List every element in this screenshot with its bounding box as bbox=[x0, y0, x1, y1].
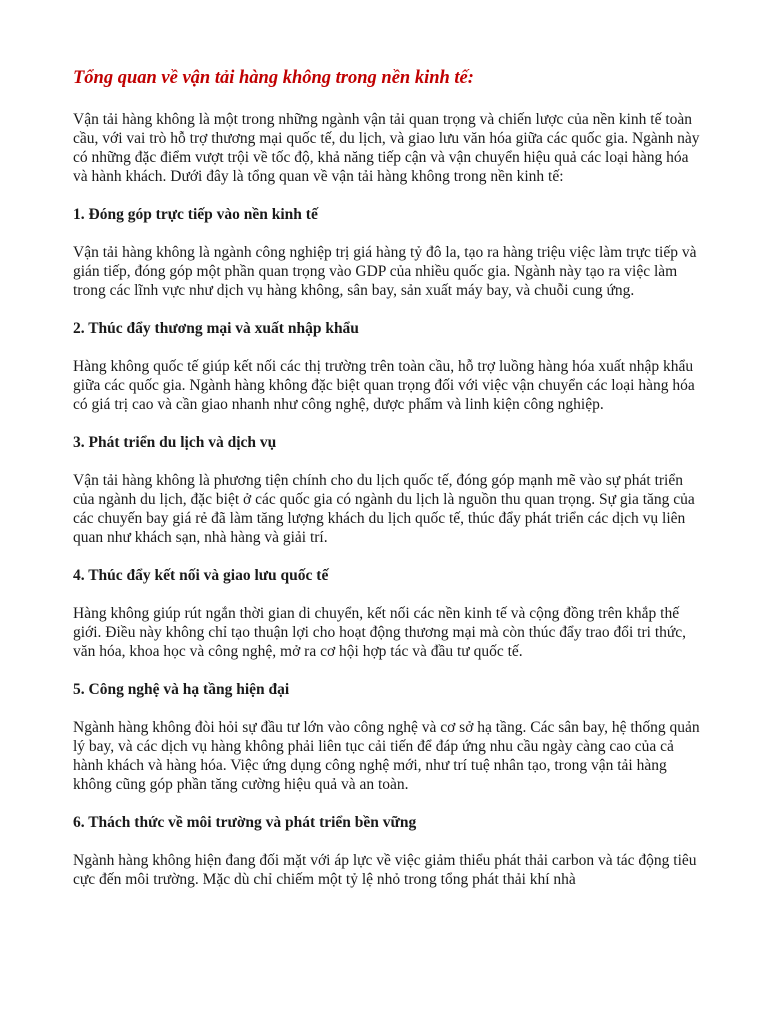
sections bbox=[73, 205, 703, 889]
intro-paragraph: Vận tải hàng không là một trong những ngành vận tải quan trọng và chiến lược của nền kinh tế toàn cầu, với vai trò hỗ trợ thương mại quốc tế, du lịch, và giao lưu văn hóa giữa các quốc gia. Ngành này có những đặc điểm vượt trội về tốc độ, khả năng tiếp cận và vận chuyển hiệu quả các loại hàng hóa và hành khách. Dưới đây là tổng quan về vận tải hàng không trong nền kinh tế: bbox=[73, 111, 700, 185]
section-heading: 2. Thúc đẩy thương mại và xuất nhập khẩu bbox=[73, 320, 359, 337]
section-5 bbox=[73, 680, 703, 794]
section-heading: 5. Công nghệ và hạ tầng hiện đại bbox=[73, 681, 290, 698]
section-6 bbox=[73, 813, 703, 889]
section-3 bbox=[73, 433, 703, 547]
section-paragraph: Ngành hàng không đòi hỏi sự đầu tư lớn vào công nghệ và cơ sở hạ tầng. Các sân bay, hệ thống quản lý bay, và các dịch vụ hàng không phải liên tục cải tiến để đáp ứng nhu cầu ngày càng cao của cả hành khách và hàng hóa. Việc ứng dụng công nghệ mới, như trí tuệ nhân tạo, trong vận tải hàng không cũng góp phần tăng cường hiệu quả và an toàn. bbox=[73, 719, 700, 793]
section-1 bbox=[73, 205, 703, 300]
section-paragraph: Hàng không quốc tế giúp kết nối các thị trường trên toàn cầu, hỗ trợ luồng hàng hóa xuất nhập khẩu giữa các quốc gia. Ngành hàng không đặc biệt quan trọng đối với việc vận chuyển các loại hàng hóa có giá trị cao và cần giao nhanh như công nghệ, dược phẩm và linh kiện công nghiệp. bbox=[73, 358, 695, 413]
section-4 bbox=[73, 566, 703, 661]
section-heading: 6. Thách thức về môi trường và phát triển bền vững bbox=[73, 814, 417, 831]
section-heading: 3. Phát triển du lịch và dịch vụ bbox=[73, 434, 277, 451]
section-paragraph: Ngành hàng không hiện đang đối mặt với áp lực về việc giảm thiểu phát thải carbon và tác động tiêu cực đến môi trường. Mặc dù chỉ chiếm một tỷ lệ nhỏ trong tổng phát thải khí nhà bbox=[73, 852, 697, 888]
document-page bbox=[73, 66, 703, 908]
section-heading: 1. Đóng góp trực tiếp vào nền kinh tế bbox=[73, 206, 318, 223]
section-heading: 4. Thúc đẩy kết nối và giao lưu quốc tế bbox=[73, 567, 329, 584]
document-title: Tổng quan về vận tải hàng không trong nền kinh tế: bbox=[73, 68, 474, 88]
section-paragraph: Vận tải hàng không là ngành công nghiệp trị giá hàng tỷ đô la, tạo ra hàng triệu việc làm trực tiếp và gián tiếp, đóng góp một phần quan trọng vào GDP của nhiều quốc gia. Ngành này tạo ra việc làm trong các lĩnh vực như dịch vụ hàng không, sân bay, sản xuất máy bay, và chuỗi cung ứng. bbox=[73, 244, 697, 299]
section-paragraph: Vận tải hàng không là phương tiện chính cho du lịch quốc tế, đóng góp mạnh mẽ vào sự phát triển của ngành du lịch, đặc biệt ở các quốc gia có ngành du lịch là nguồn thu quan trọng. Sự gia tăng của các chuyến bay giá rẻ đã làm tăng lượng khách du lịch quốc tế, thúc đẩy phát triển các dịch vụ liên quan như khách sạn, nhà hàng và giải trí. bbox=[73, 472, 695, 546]
section-2 bbox=[73, 319, 703, 414]
section-paragraph: Hàng không giúp rút ngắn thời gian di chuyển, kết nối các nền kinh tế và cộng đồng trên khắp thế giới. Điều này không chỉ tạo thuận lợi cho hoạt động thương mại mà còn thúc đẩy trao đổi tri thức, văn hóa, khoa học và công nghệ, mở ra cơ hội hợp tác và đầu tư quốc tế. bbox=[73, 605, 687, 660]
